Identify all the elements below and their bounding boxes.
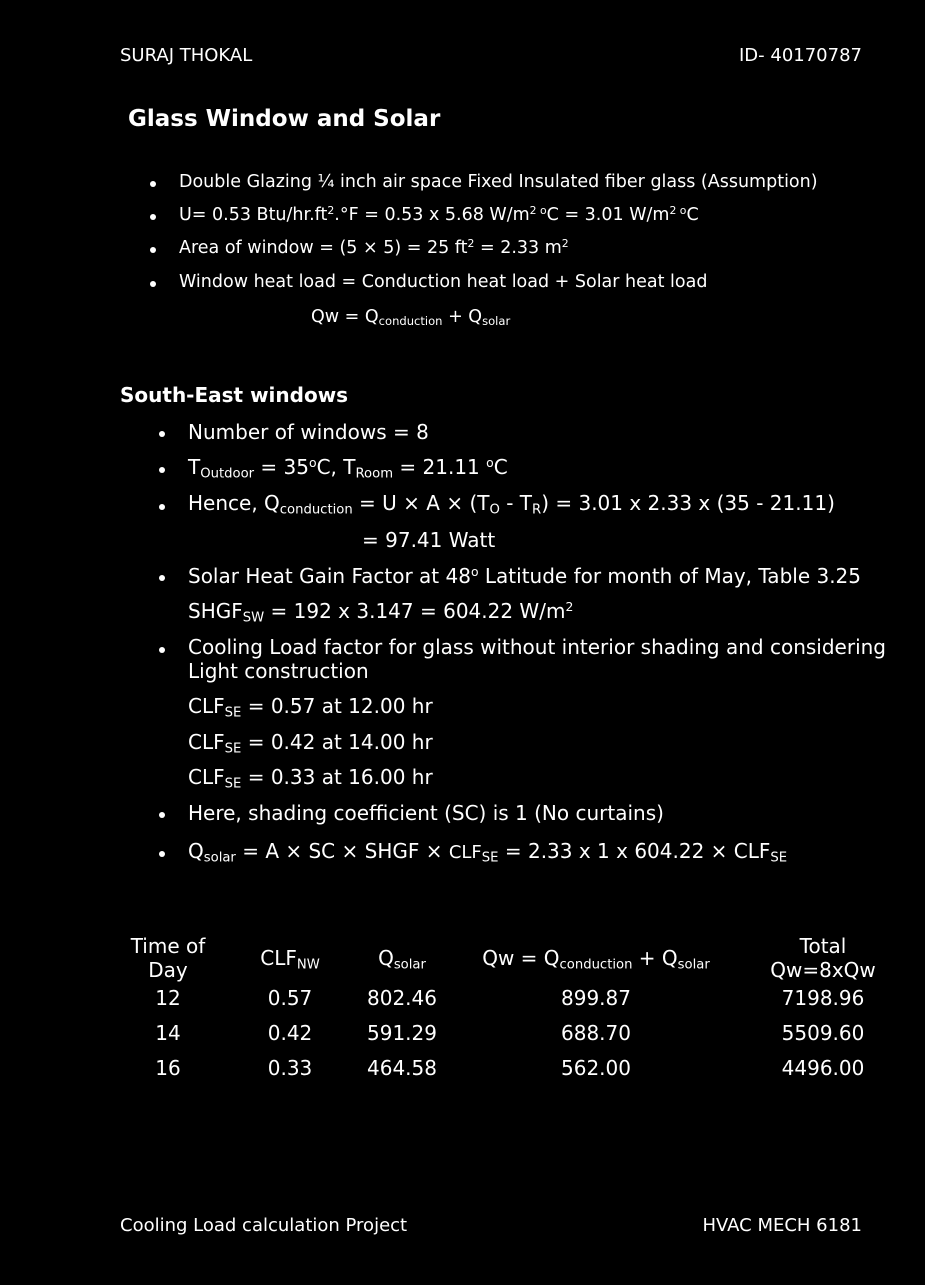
- cell-qw: 899.87: [561, 986, 631, 1010]
- clf-16: $CLF_{SE} = 0.33$ at 16.00 hr: [188, 765, 433, 792]
- conduction-equation: Hence, $Q_{conduction} = U \times A \times (T_O - T_R) = 3.01$ x 2.33 x (35 - 21.11): [188, 491, 835, 518]
- clf-14: $CLF_{SE} = 0.42$ at 14.00 hr: [188, 730, 433, 757]
- qw-equation: $Qw = Q_{conduction} + Q_{solar}$: [311, 307, 511, 328]
- cell-time: 14: [155, 1021, 181, 1045]
- header-qsolar: $Q_{solar}$: [378, 946, 426, 973]
- number-of-windows: Number of windows = 8: [188, 420, 429, 444]
- cell-time: 12: [155, 986, 181, 1010]
- header-qw: $Qw = Q_{conduction} + Q_{solar}$: [482, 946, 710, 973]
- cell-total: 5509.60: [781, 1021, 865, 1045]
- cell-qsolar: 591.29: [367, 1021, 437, 1045]
- cell-clf: 0.42: [267, 1021, 313, 1045]
- bullet: [159, 812, 165, 818]
- shading-coefficient: Here, shading coefficient (SC) is 1 (No curtains): [188, 801, 664, 825]
- conduction-result: = 97.41 Watt: [362, 528, 496, 552]
- cell-clf: 0.33: [267, 1056, 313, 1080]
- bullet: [159, 431, 165, 437]
- bullet: [150, 247, 156, 253]
- qsolar-equation: $Q_{solar} = A$ × SC × SHGF × $CLF_{SE} = 2.33$ x 1 x $604.22 \times CLF_{SE}$: [188, 839, 788, 866]
- glazing-type: Double Glazing ¼ inch air space Fixed Insulated fiber glass (Assumption): [179, 172, 818, 192]
- section-heading: South-East windows: [120, 383, 349, 407]
- cell-qsolar: 464.58: [367, 1056, 437, 1080]
- bullet: [159, 504, 165, 510]
- bullet: [150, 281, 156, 287]
- cell-qsolar: 802.46: [367, 986, 437, 1010]
- cell-total: 4496.00: [781, 1056, 865, 1080]
- bullet: [159, 851, 165, 857]
- window-heat-load: Window heat load = Conduction heat load + Solar heat load: [179, 272, 708, 292]
- bullet: [159, 647, 165, 653]
- bullet: [150, 214, 156, 220]
- clf-description-line1: Cooling Load factor for glass without interior shading and considering: [188, 635, 886, 659]
- bullet: [159, 575, 165, 581]
- cell-time: 16: [155, 1056, 181, 1080]
- cell-total: 7198.96: [781, 986, 865, 1010]
- header-total: Total Qw=8xQw: [770, 934, 876, 982]
- student-id: ID- 40170787: [738, 45, 862, 66]
- cell-clf: 0.57: [267, 986, 313, 1010]
- cell-qw: 562.00: [561, 1056, 631, 1080]
- footer-course: HVAC MECH 6181: [702, 1215, 862, 1236]
- shgf-description: Solar Heat Gain Factor at 48$^o$ Latitude for month of May, Table 3.25: [188, 564, 862, 588]
- bullet: [150, 181, 156, 187]
- window-area: Area of window = (5 × 5) = 25 $ft^2 = 2.33$ $m^2$: [179, 237, 569, 258]
- cell-qw: 688.70: [561, 1021, 631, 1045]
- header-clf: $CLF_{NW}$: [260, 946, 320, 973]
- temperatures: $T_{Outdoor} = 35^oC$, $T_{Room} = 21.11$ $^o$C: [188, 455, 508, 482]
- bullet: [159, 467, 165, 473]
- clf-12: $CLF_{SE} = 0.57$ at 12.00 hr: [188, 694, 433, 721]
- footer-project: Cooling Load calculation Project: [120, 1215, 408, 1236]
- u-value: U= 0.53 Btu/$hr.ft^2.^\circ F = 0.53$ x 5.68 $W/m^{2 o}C = 3.01$ $W/m^{2 o}C$: [179, 204, 699, 225]
- clf-description-line2: Light construction: [188, 659, 369, 683]
- page-title: Glass Window and Solar: [128, 106, 441, 132]
- author-name: SURAJ THOKAL: [120, 45, 253, 66]
- header-time: Time of Day: [130, 934, 206, 982]
- shgf-value: $SHGF_{SW} = 192$ x 3.147 = 604.22 $W/m^2$: [188, 599, 574, 626]
